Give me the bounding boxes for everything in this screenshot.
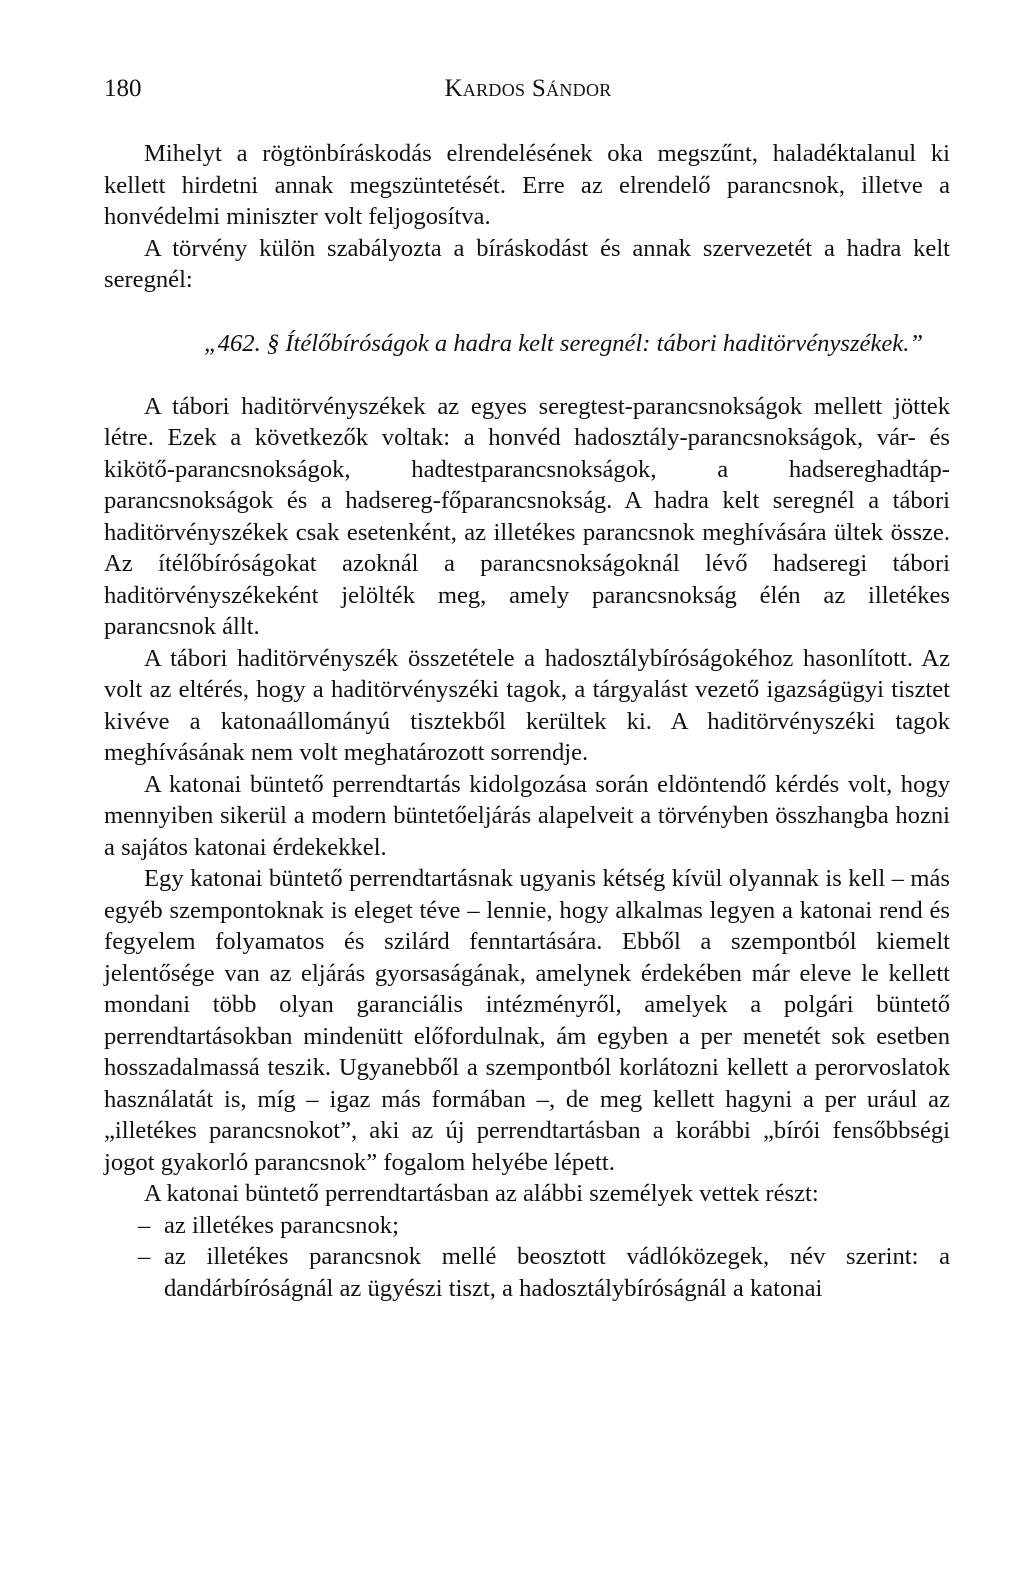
paragraph: A katonai büntető perrendtartás kidolgozása során eldöntendő kérdés volt, hogy mennyiben sikerül a modern büntetőeljárás alapelveit a törvényben összhangba hozni a sajátos katonai érdekekkel. — [104, 770, 950, 861]
page-number: 180 — [104, 75, 142, 102]
running-title: Kardos Sándor — [444, 75, 612, 102]
list-item — [104, 1210, 950, 1242]
list-dash: – — [138, 1211, 151, 1239]
paragraph: A tábori haditörvényszék összetétele a hadosztálybíróságokéhoz hasonlított. Az volt az eltérés, hogy a haditörvényszéki tagok, a tárgyalást vezető igazságügyi tisztet kivéve a katonaállományú tisztekből kerültek ki. A haditörvényszéki tagok meghívásának nem volt meghatározott sorrendje. — [104, 644, 950, 766]
paragraph: Mihelyt a rögtönbíráskodás elrendelésének oka megszűnt, haladéktalanul ki kellett hirdetni annak megszüntetését. Erre az elrendelő parancsnok, illetve a honvédelmi miniszter volt feljogosítva. — [104, 140, 950, 230]
participants-list — [104, 1210, 950, 1305]
running-header — [104, 72, 952, 106]
list-item-text: az illetékes parancsnok mellé beosztott vádlóközegek, név szerint: a dandárbíróságnál az ügyészi tiszt, a hadosztálybíróságnál a katonai — [164, 1243, 950, 1302]
list-item — [104, 1241, 950, 1304]
list-dash: – — [138, 1243, 151, 1270]
paragraph: A törvény külön szabályozta a bíráskodást és annak szervezetét a hadra kelt seregnél: — [104, 234, 950, 293]
body-text — [104, 138, 950, 1304]
paragraph: A katonai büntető perrendtartásban az alábbi személyek vettek részt: — [144, 1180, 819, 1207]
paragraph: A tábori haditörvényszékek az egyes seregtest-parancsnokságok mellett jöttek létre. Ezek a következők voltak: a honvéd hadosztály-parancsnokságok, vár- és kikötő-parancsnokságok, hadtestparancsnokságok, a hadsereghadtáp-parancsnokságok és a hadsereg-főparancsnokság. A hadra kelt seregnél a tábori haditörvényszékek csak esetenként, az illetékes parancsnok meghívására ültek össze. Az ítélőbíróságokat azoknál a parancsnokságoknál lévő hadseregi tábori haditörvényszékeként jelölték meg, amely parancsnokság élén az illetékes parancsnok állt. — [104, 392, 950, 640]
legal-quote: „462. § Ítélőbíróságok a hadra kelt seregnél: tábori haditörvényszékek.” — [204, 329, 924, 357]
paragraph: Egy katonai büntető perrendtartásnak ugyanis kétség kívül olyannak is kell – más egyéb szempontoknak is eleget téve – lennie, hogy alkalmas legyen a katonai rend és fegyelem folyamatos és szilárd fenntartására. Ebből a szempontból kiemelt jelentősége van az eljárás gyorsaságának, amelynek érdekében már eleve le kellett mondani több olyan garanciális intézményről, amelyek a polgári büntető perrendtartásokban mindenütt előfordulnak, ám egyben a per menetét sok esetben hosszadalmassá teszik. Ugyanebből a szempontból korlátozni kellett a perorvoslatok használatát is, míg – igaz más formában –, de meg kellett hagyni a per urául az „illetékes parancsnokot”, aki az új perrendtartásban a korábbi „bírói fensőbbségi jogot gyakorló parancsnok” fogalom helyébe lépett. — [104, 865, 950, 1176]
list-item-text: az illetékes parancsnok; — [164, 1211, 399, 1239]
